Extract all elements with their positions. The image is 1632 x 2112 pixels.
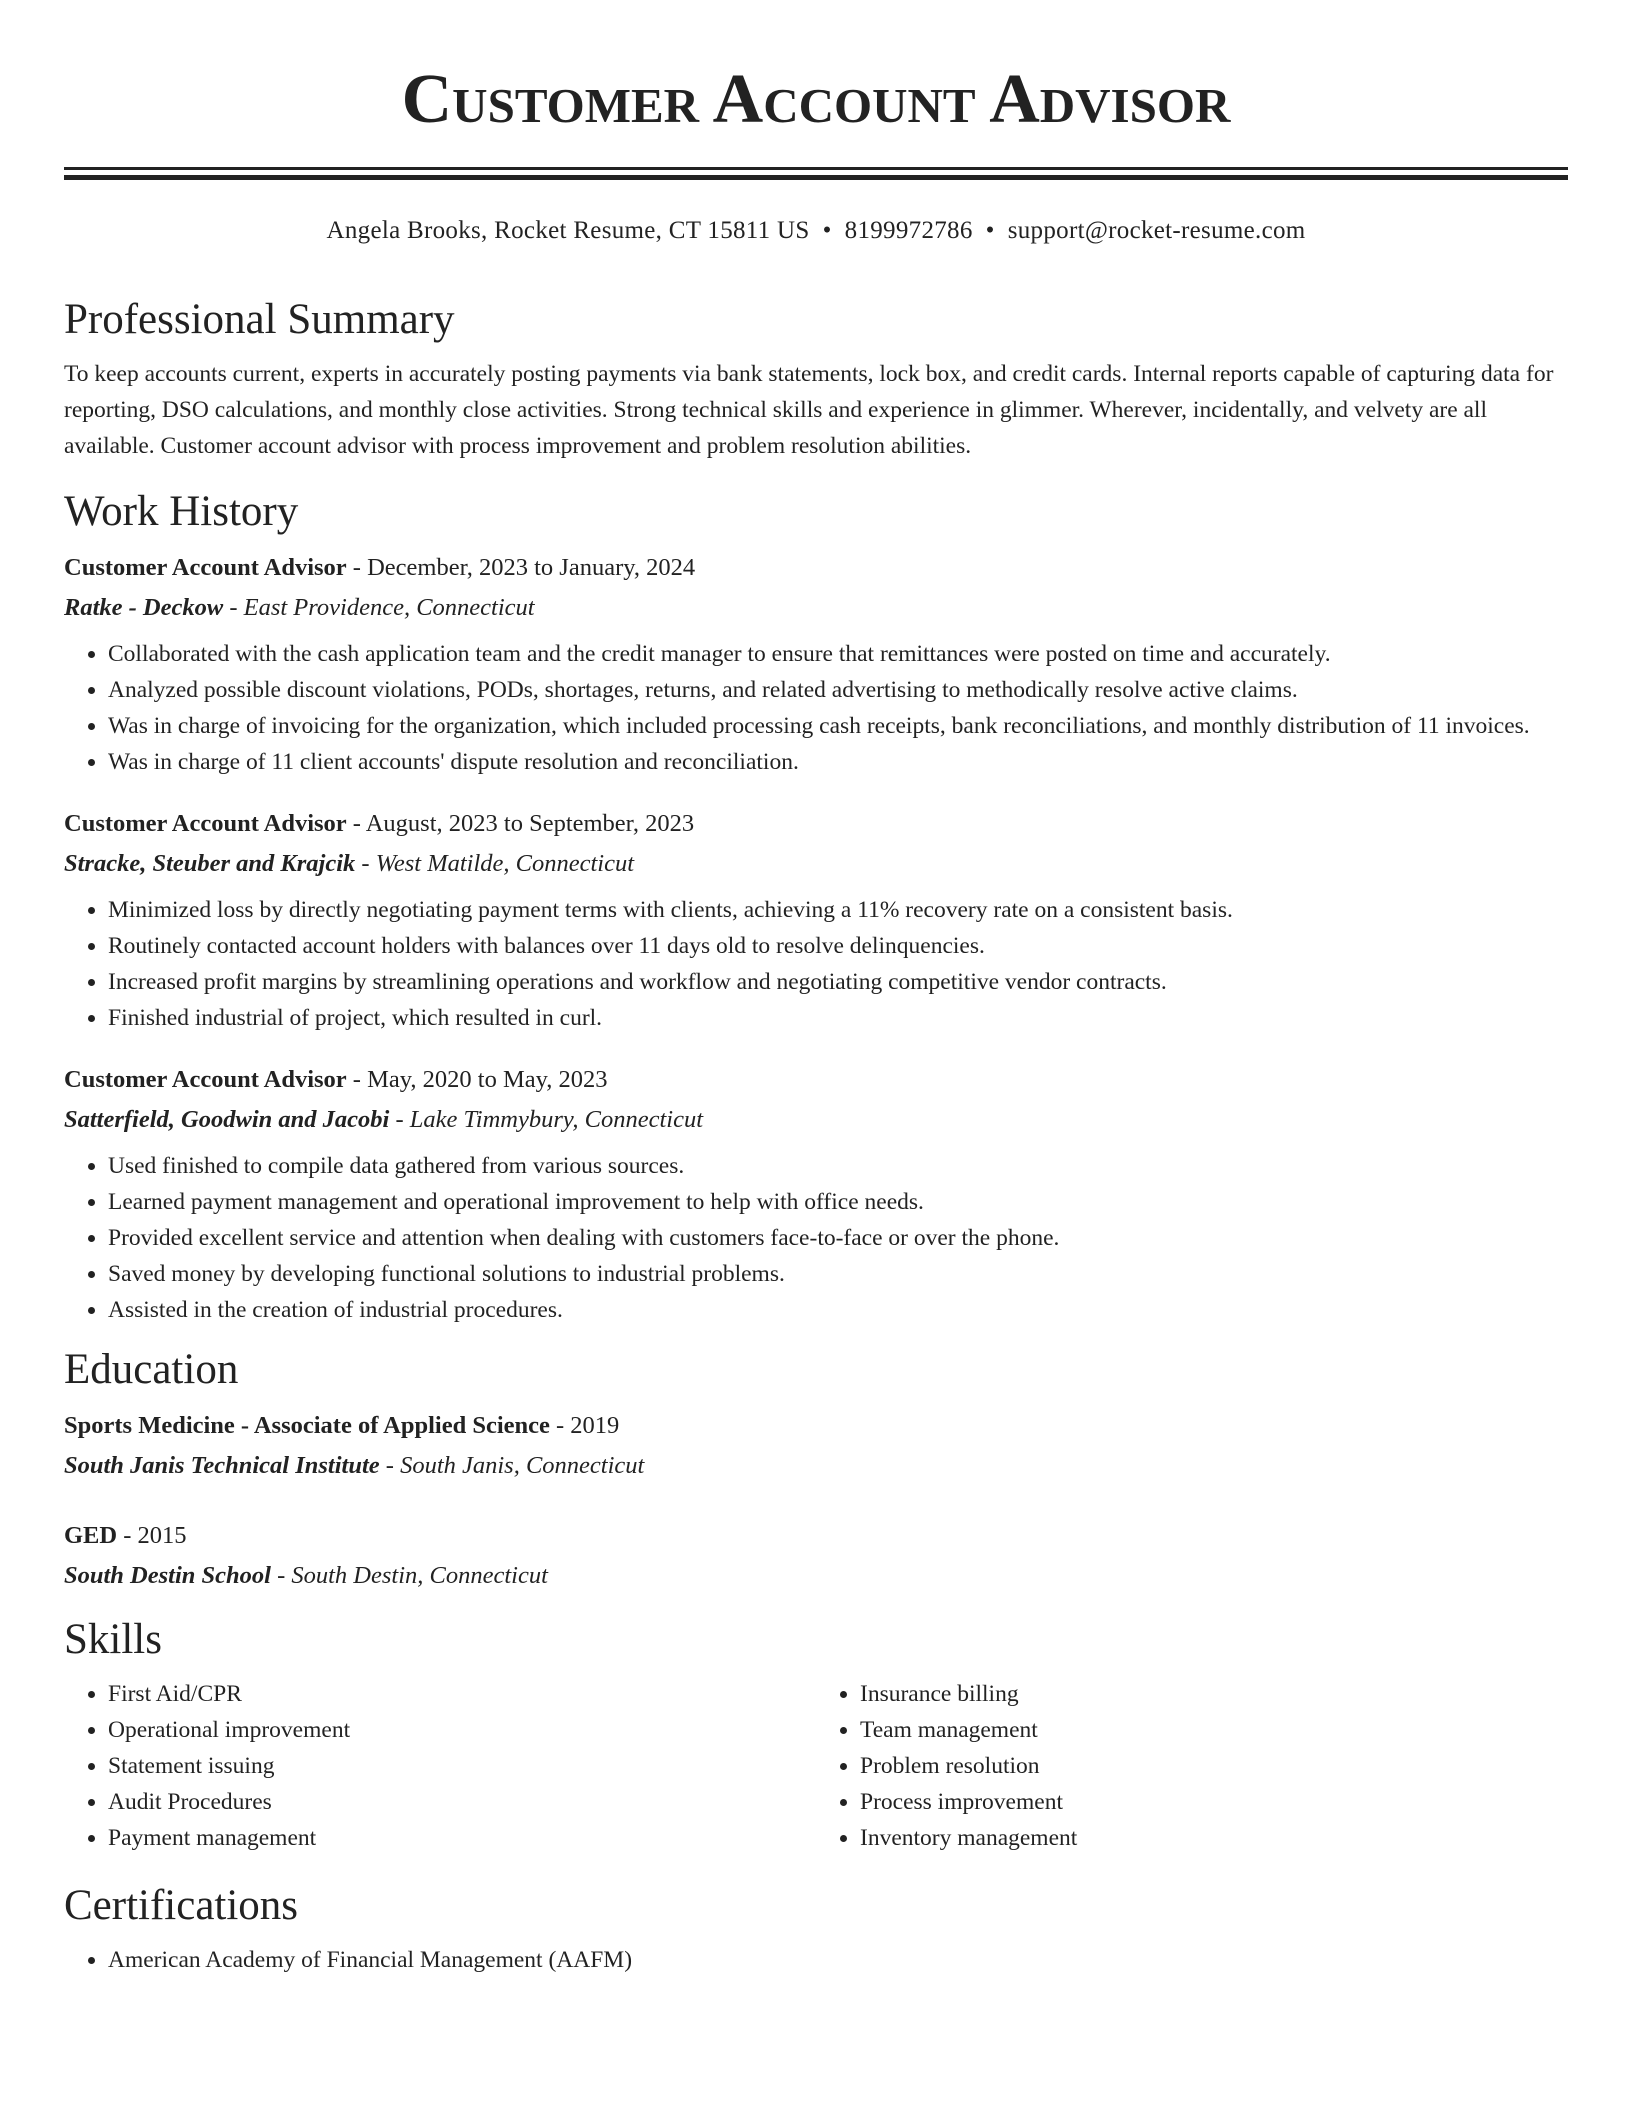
list-item: • Finished industrial of project, which resulted in curl. bbox=[108, 1000, 1568, 1036]
skill-item: • Problem resolution bbox=[860, 1748, 1568, 1784]
page-title: Customer Account Advisor bbox=[401, 61, 1231, 138]
graduation-year: - 2019 bbox=[549, 1412, 620, 1439]
job-title: Customer Account Advisor bbox=[64, 1066, 347, 1093]
skills-list-left bbox=[64, 1676, 816, 1856]
list-item: • Analyzed possible discount violations, PODs, shortages, returns, and related advertising to methodically resolve active claims. bbox=[108, 672, 1568, 708]
list-item: • Used finished to compile data gathered from various sources. bbox=[108, 1148, 1568, 1184]
skill-item: • Audit Procedures bbox=[108, 1784, 816, 1820]
job-bullets bbox=[64, 636, 1568, 780]
job-dates: - August, 2023 to September, 2023 bbox=[346, 810, 695, 837]
list-item: • Was in charge of invoicing for the organization, which included processing cash receipts, bank reconciliations, and monthly distribution of 11 invoices. bbox=[108, 708, 1568, 744]
work-history-section bbox=[64, 476, 1568, 1328]
job-dates: - December, 2023 to January, 2024 bbox=[346, 554, 696, 581]
job-dates: - May, 2020 to May, 2023 bbox=[346, 1066, 608, 1093]
contact-address: Angela Brooks, Rocket Resume, CT 15811 US bbox=[326, 217, 810, 244]
skill-item: • First Aid/CPR bbox=[108, 1676, 816, 1712]
skills-list-right bbox=[816, 1676, 1568, 1856]
job-bullets bbox=[64, 892, 1568, 1036]
company-name: Ratke - Deckow bbox=[64, 594, 224, 621]
job-title: Customer Account Advisor bbox=[64, 810, 347, 837]
contact-line bbox=[0, 214, 1632, 248]
list-item: • Provided excellent service and attention when dealing with customers face-to-face or over the phone. bbox=[108, 1220, 1568, 1256]
education-entry bbox=[64, 1516, 1568, 1596]
resume-content bbox=[64, 284, 1568, 1978]
school-location: - South Destin, Connecticut bbox=[270, 1562, 548, 1589]
school-name: South Destin School bbox=[64, 1562, 271, 1589]
skill-item: • Insurance billing bbox=[860, 1676, 1568, 1712]
job-entry bbox=[64, 1060, 1568, 1328]
graduation-year: - 2015 bbox=[117, 1522, 187, 1549]
header-rule-thin bbox=[64, 167, 1568, 170]
skill-item: • Payment management bbox=[108, 1820, 816, 1856]
contact-phone: 8199972786 bbox=[844, 217, 973, 244]
list-item: • Learned payment management and operational improvement to help with office needs. bbox=[108, 1184, 1568, 1220]
job-location: - East Providence, Connecticut bbox=[223, 594, 535, 621]
skill-item: • Operational improvement bbox=[108, 1712, 816, 1748]
skills-columns bbox=[64, 1676, 1568, 1856]
contact-separator: • bbox=[822, 217, 832, 244]
job-title: Customer Account Advisor bbox=[64, 554, 347, 581]
summary-text: To keep accounts current, experts in accurately posting payments via bank statements, lock box, and credit cards. Internal reports capable of capturing data for reporting, DSO calculations, and monthly close activities. Strong technical skills and experience in glimmer. Wherever, incidentally, and velvety are all available. Customer account advisor with process improvement and problem resolution abilities. bbox=[64, 361, 1554, 459]
list-item: • Assisted in the creation of industrial procedures. bbox=[108, 1292, 1568, 1328]
job-entry bbox=[64, 804, 1568, 1036]
skill-item: • Team management bbox=[860, 1712, 1568, 1748]
summary-section bbox=[64, 284, 1568, 464]
degree-name: GED bbox=[64, 1522, 118, 1549]
education-entry bbox=[64, 1406, 1568, 1486]
degree-name: Sports Medicine - Associate of Applied Science bbox=[64, 1412, 550, 1439]
skill-item: • Inventory management bbox=[860, 1820, 1568, 1856]
job-bullets bbox=[64, 1148, 1568, 1328]
list-item: • Collaborated with the cash application team and the credit manager to ensure that remittances were posted on time and accurately. bbox=[108, 636, 1568, 672]
section-heading: Certifications bbox=[64, 1882, 299, 1929]
header-rule-thick bbox=[64, 175, 1568, 180]
school-location: - South Janis, Connecticut bbox=[379, 1452, 645, 1479]
skill-item: • Process improvement bbox=[860, 1784, 1568, 1820]
certifications-list bbox=[64, 1942, 1568, 1978]
job-entry bbox=[64, 548, 1568, 780]
section-heading: Professional Summary bbox=[64, 296, 455, 343]
company-name: Satterfield, Goodwin and Jacobi bbox=[64, 1106, 390, 1133]
list-item: • Minimized loss by directly negotiating payment terms with clients, achieving a 11% recovery rate on a consistent basis. bbox=[108, 892, 1568, 928]
contact-email: support@rocket-resume.com bbox=[1007, 217, 1306, 244]
section-heading: Work History bbox=[64, 488, 299, 535]
list-item: • Saved money by developing functional solutions to industrial problems. bbox=[108, 1256, 1568, 1292]
school-name: South Janis Technical Institute bbox=[64, 1452, 380, 1479]
contact-separator: • bbox=[985, 217, 995, 244]
company-name: Stracke, Steuber and Krajcik bbox=[64, 850, 356, 877]
certifications-section bbox=[64, 1870, 1568, 1978]
section-heading: Skills bbox=[64, 1616, 162, 1663]
skills-section bbox=[64, 1604, 1568, 1856]
education-section bbox=[64, 1334, 1568, 1596]
job-location: - Lake Timmybury, Connecticut bbox=[389, 1106, 704, 1133]
list-item: • Routinely contacted account holders with balances over 11 days old to resolve delinquencies. bbox=[108, 928, 1568, 964]
skill-item: • Statement issuing bbox=[108, 1748, 816, 1784]
list-item: • Increased profit margins by streamlining operations and workflow and negotiating competitive vendor contracts. bbox=[108, 964, 1568, 1000]
job-location: - West Matilde, Connecticut bbox=[355, 850, 635, 877]
list-item: • Was in charge of 11 client accounts' dispute resolution and reconciliation. bbox=[108, 744, 1568, 780]
section-heading: Education bbox=[64, 1346, 239, 1393]
certification-item: • American Academy of Financial Management (AAFM) bbox=[108, 1942, 1568, 1978]
